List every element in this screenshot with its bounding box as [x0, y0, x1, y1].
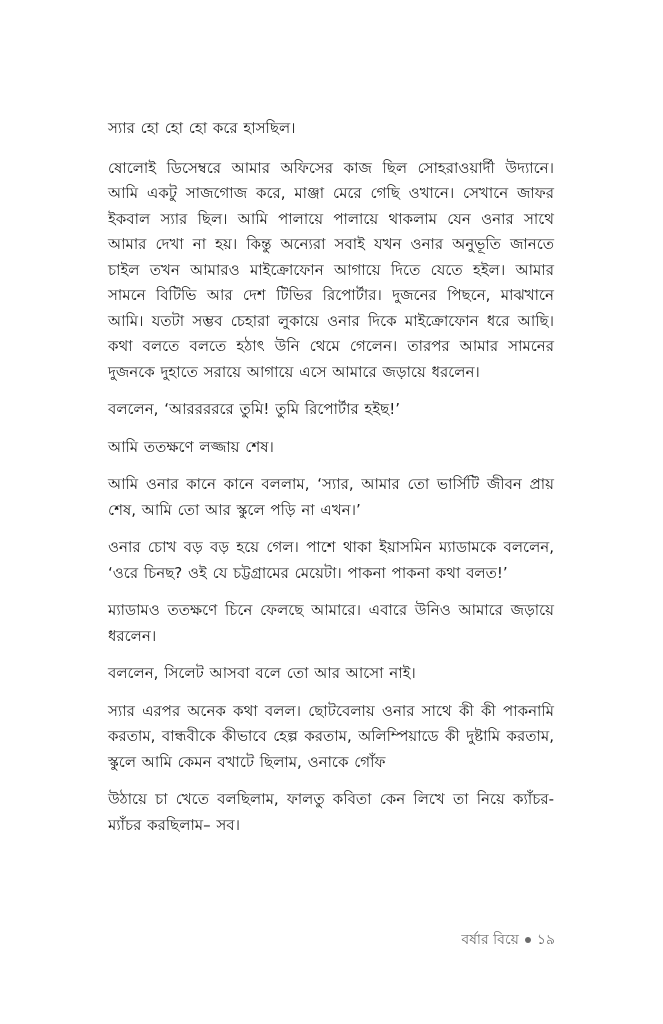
paragraph: স্যার এরপর অনেক কথা বলল। ছোটবেলায় ওনার সাথে কী কী পাকনামি করতাম, বান্ধবীকে কীভাবে হেল্প করতাম, অলিম্পিয়াডে কী দুষ্টামি করতাম, স্কুলে আমি কেমন বখাটে ছিলাম, ওনাকে গোঁফ	[108, 701, 554, 771]
book-title: বর্ষার বিয়ে	[461, 932, 519, 948]
paragraph: ম্যাডামও ততক্ষণে চিনে ফেলছে আমারে। এবারে উনিও আমারে জড়ায়ে ধরলেন।	[108, 601, 554, 645]
page-number: ১৯	[536, 932, 555, 948]
paragraph: ষোলোই ডিসেম্বরে আমার অফিসের কাজ ছিল সোহরাওয়ার্দী উদ্যানে। আমি একটু সাজগোজ করে, মাঞ্জা মেরে গেছি ওখানে। সেখানে জাফর ইকবাল স্যার ছিল। আমি পালায়ে পালায়ে থাকলাম যেন ওনার সাথে আমার দেখা না হয়। কিন্তু অন্যেরা সবাই যখন ওনার অনুভূতি জানতে চাইল তখন আমারও মাইক্রোফোন আগায়ে দিতে যেতে হইল। আমার সামনে বিটিভি আর দেশ টিভির রিপোর্টার। দুজনের পিছনে, মাঝখানে আমি। যতটা সম্ভব চেহারা লুকায়ে ওনার দিকে মাইক্রোফোন ধরে আছি। কথা বলতে বলতে হঠাৎ উনি থেমে গেলেন। তারপর আমার সামনের দুজনকে দুহাতে সরায়ে আগায়ে এসে আমারে জড়ায়ে ধরলেন।	[108, 158, 554, 381]
body-text	[108, 116, 554, 850]
paragraph: উঠায়ে চা খেতে বলছিলাম, ফালতু কবিতা কেন লিখে তা নিয়ে ক্যাঁচর-ম্যাঁচর করছিলাম– সব।	[108, 790, 554, 834]
paragraph: ওনার চোখ বড় বড় হয়ে গেল। পাশে থাকা ইয়াসমিন ম্যাডামকে বললেন, ‘ওরে চিনছ? ওই যে চট্টগ্রামের মেয়েটা। পাকনা পাকনা কথা বলত!’	[108, 538, 554, 582]
paragraph: বললেন, সিলেট আসবা বলে তো আর আসো নাই।	[108, 664, 416, 682]
page-footer	[461, 928, 555, 952]
paragraph: স্যার হো হো হো করে হাসছিল।	[108, 119, 296, 137]
paragraph: আমি ততক্ষণে লজ্জায় শেষ।	[108, 437, 274, 456]
paragraph: বললেন, ‘আরররররে তুমি! তুমি রিপোর্টার হইছ!’	[108, 400, 401, 418]
bullet-separator-icon	[525, 937, 531, 943]
paragraph: আমি ওনার কানে কানে বললাম, ‘স্যার, আমার তো ভার্সিটি জীবন প্রায় শেষ, আমি তো আর স্কুলে পড়ি না এখন।’	[108, 475, 554, 519]
